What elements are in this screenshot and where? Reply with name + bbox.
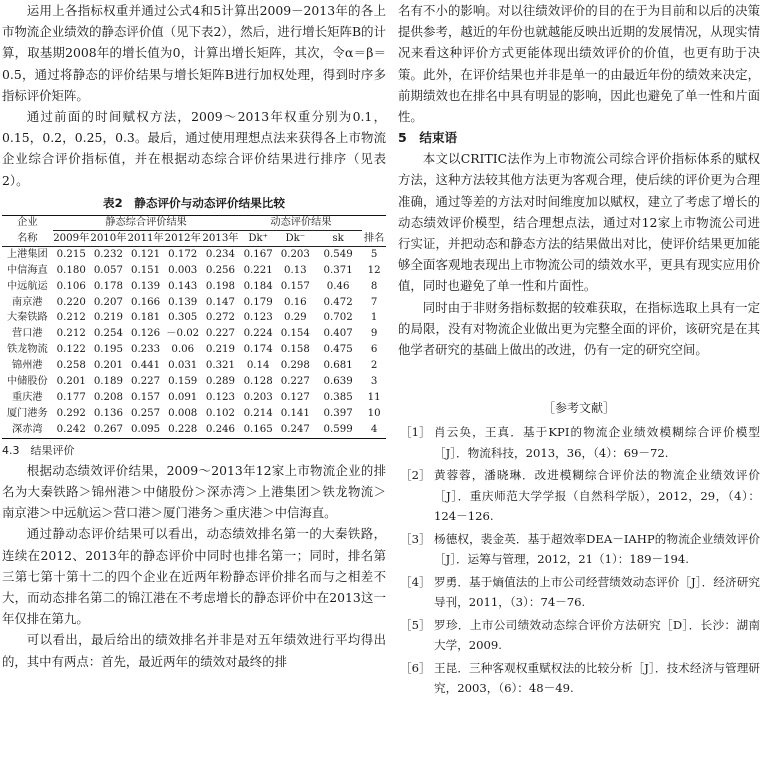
value-cell: 0.154: [280, 328, 310, 340]
value-cell: 0.106: [56, 280, 86, 292]
value-cell: 0.102: [205, 407, 236, 419]
value-cell: 0.14: [246, 360, 270, 372]
paragraph-comparison: 通过静动态评价结果可以看出，动态绩效排名第一的大秦铁路，连续在2012、2013年的静态评价中同时也排名第一；同时，排名第三第七第十第十二的四个企业在近两年粉静态评价排名而与之相差不大，而动态排名第二的锦江港在不考虑增长的静态评价中在2013这一年仅排在第九。: [2, 526, 386, 627]
header-dk-minus: Dk⁻: [277, 230, 314, 246]
value-cell: 0.126: [130, 328, 161, 340]
value-cell: 0.181: [130, 312, 161, 324]
right-column: [398, 0, 760, 701]
paragraph-limitations: 同时由于非财务指标数据的较难获取，在指标选取上具有一定的局限，没有对物流企业做出更为完整全面的评价，该研究是在其他学者研究的基础上做出的改进，仍有一定的研究空间。: [398, 299, 760, 358]
value-cell: 0.122: [56, 344, 86, 356]
table-row: [2, 390, 386, 406]
value-cell: 0.702: [323, 312, 353, 324]
value-cell: 0.172: [168, 248, 198, 260]
header-year: 2011年: [127, 230, 164, 246]
value-cell: 0.298: [280, 360, 310, 372]
company-name-cell: 铁龙物流: [6, 344, 48, 356]
rank-cell: 1: [370, 312, 378, 324]
reference-text: 王昆．三种客观权重赋权法的比较分析［J］．技术经济与管理研究，2003，（6）：48－49.: [434, 660, 760, 696]
reference-item: [398, 658, 760, 699]
value-cell: 0.165: [243, 423, 273, 435]
value-cell: 0.157: [280, 280, 310, 292]
value-cell: 0.180: [56, 264, 86, 276]
reference-item: [398, 615, 760, 656]
rank-cell: 3: [370, 376, 378, 388]
value-cell: 0.254: [93, 328, 123, 340]
header-year: 2013年: [201, 230, 239, 246]
references-heading: ［参考文献］: [542, 401, 615, 416]
reference-item: [398, 529, 760, 570]
value-cell: 0.201: [56, 376, 86, 388]
value-cell: 0.214: [243, 407, 273, 419]
value-cell: 0.189: [93, 376, 123, 388]
value-cell: 0.441: [130, 360, 161, 372]
value-cell: 0.203: [280, 248, 310, 260]
value-cell: 0.207: [93, 296, 123, 308]
value-cell: 0.639: [323, 376, 353, 388]
value-cell: 0.224: [243, 328, 273, 340]
table-row: [2, 263, 386, 279]
value-cell: 0.178: [93, 280, 123, 292]
company-name-cell: 中远航运: [6, 280, 48, 292]
rank-cell: 8: [370, 280, 378, 292]
results-table: [2, 215, 386, 439]
value-cell: 0.407: [323, 328, 353, 340]
value-cell: 0.031: [168, 360, 198, 372]
reference-text: 杨德权，裴金英．基于超效率DEA－IAHP的物流企业绩效评价［J］．运筹与管理，2012，21（1）：189－194.: [434, 531, 760, 567]
reference-text: 罗勇．基于熵值法的上市公司经营绩效动态评价［J］．经济研究导刊，2011，（3）：74－76.: [434, 574, 760, 610]
rank-cell: 10: [367, 407, 381, 419]
value-cell: 0.195: [93, 344, 123, 356]
header-rank: 排名: [362, 215, 386, 246]
value-cell: 0.151: [130, 264, 161, 276]
table-row: [2, 374, 386, 390]
reference-item: [398, 422, 760, 463]
value-cell: 0.215: [56, 248, 86, 260]
value-cell: 0.198: [205, 280, 236, 292]
value-cell: 0.143: [168, 280, 198, 292]
value-cell: 0.257: [130, 407, 161, 419]
header-static-group: 静态综合评价结果: [53, 215, 240, 230]
value-cell: 0.267: [93, 423, 123, 435]
table-row: [2, 358, 386, 374]
reference-number: ［4］: [400, 574, 431, 589]
value-cell: 0.227: [280, 376, 310, 388]
company-name-cell: 重庆港: [12, 391, 43, 403]
value-cell: 0.123: [205, 391, 236, 403]
paragraph-continued: 名有不小的影响。对以往绩效评价的目的在于为目前和以后的决策提供参考，越近的年份也就越能反映出近期的发展情况，从现实情况来看这种评价方式更能体现出绩效评价的价值，也更有助于决策。此外，在评价结果也并非是单一的由最近年份的绩效来决定，前期绩效也在排名中具有明显的影响，因此也避免了单一性和片面性。: [398, 3, 760, 125]
reference-text: 黄蓉蓉，潘晓琳．改进模糊综合评价法的物流企业绩效评价［J］．重庆师范大学学报（自然科学版），2012，29，（4）：124－126.: [434, 468, 760, 524]
reference-text: 罗珍．上市公司绩效动态综合评价方法研究［D］．长沙：湖南大学，2009.: [434, 617, 760, 653]
paragraph-method: 运用上各指标权重并通过公式4和5计算出2009－2013年的各上市物流企业绩效的静态评价值（见下表2），然后，进行增长矩阵B的计算，取基期2008年的增长值为0，计算出增长矩阵，其次，令α＝β＝0.5，通过将静态的评价结果与增长矩阵B进行加权处理，得到时序多指标评价矩阵。: [2, 3, 386, 103]
value-cell: 0.136: [93, 407, 123, 419]
reference-number: ［6］: [400, 660, 431, 675]
value-cell: 0.157: [130, 391, 161, 403]
value-cell: 0.371: [323, 264, 353, 276]
table-row: [2, 246, 386, 262]
value-cell: 0.227: [130, 376, 161, 388]
company-name-cell: 大秦铁路: [6, 312, 48, 324]
table-row: [2, 342, 386, 358]
value-cell: 0.549: [323, 248, 353, 260]
value-cell: 0.475: [323, 344, 353, 356]
references-list: [398, 422, 760, 699]
value-cell: 0.212: [56, 328, 86, 340]
value-cell: 0.228: [168, 423, 198, 435]
table-body: [2, 246, 386, 438]
paragraph-time-weights: 通过前面的时间赋权方法，2009～2013年权重分别为0.1，0.15，0.2，0.25，0.3。最后，通过使用理想点法来获得各上市物流企业综合评价指标值，并在根据动态综合评价结果进行排序（见表2）。: [2, 109, 386, 188]
value-cell: 0.184: [243, 280, 273, 292]
reference-item: [398, 572, 760, 613]
value-cell: 0.141: [280, 407, 310, 419]
value-cell: 0.46: [326, 280, 350, 292]
company-name-cell: 厦门港务: [6, 407, 48, 419]
value-cell: 0.212: [56, 312, 86, 324]
company-name-cell: 上港集团: [6, 248, 48, 260]
table-caption: 表2 静态评价与动态评价结果比较: [103, 195, 285, 210]
value-cell: 0.246: [205, 423, 236, 435]
rank-cell: 7: [370, 296, 378, 308]
value-cell: 0.289: [205, 376, 236, 388]
value-cell: 0.167: [243, 248, 273, 260]
value-cell: 0.13: [283, 264, 307, 276]
value-cell: 0.305: [168, 312, 198, 324]
rank-cell: 12: [367, 264, 381, 276]
reference-text: 肖云奂，王真．基于KPI的物流企业绩效模糊综合评价模型［J］．物流科技，2013，36，（4）：69－72.: [434, 425, 760, 460]
reference-number: ［5］: [400, 617, 431, 632]
value-cell: 0.234: [205, 248, 236, 260]
header-company-name: 名称: [2, 230, 53, 246]
section-heading: 5 结束语: [398, 130, 458, 146]
value-cell: 0.292: [56, 407, 86, 419]
value-cell: 0.147: [205, 296, 236, 308]
company-name-cell: 南京港: [12, 296, 43, 308]
header-year: 2009年: [53, 230, 90, 246]
value-cell: 0.158: [280, 344, 310, 356]
value-cell: 0.123: [243, 312, 273, 324]
company-name-cell: 锦州港: [12, 360, 43, 372]
rank-cell: 2: [370, 360, 378, 372]
value-cell: 0.220: [56, 296, 86, 308]
value-cell: 0.159: [168, 376, 198, 388]
value-cell: 0.201: [93, 360, 123, 372]
value-cell: 0.472: [323, 296, 353, 308]
value-cell: 0.06: [171, 344, 195, 356]
value-cell: 0.179: [243, 296, 273, 308]
table-row: [2, 406, 386, 422]
reference-number: ［1］: [400, 425, 431, 440]
value-cell: 0.29: [283, 312, 307, 324]
value-cell: 0.221: [243, 264, 273, 276]
value-cell: 0.233: [130, 344, 161, 356]
header-sk: sk: [314, 230, 362, 246]
value-cell: 0.121: [130, 248, 161, 260]
value-cell: 0.139: [130, 280, 161, 292]
value-cell: 0.272: [205, 312, 236, 324]
value-cell: 0.128: [243, 376, 273, 388]
table-row: [2, 279, 386, 295]
reference-item: [398, 465, 760, 527]
company-name-cell: 中信海直: [6, 264, 48, 276]
value-cell: 0.227: [205, 328, 236, 340]
value-cell: 0.599: [323, 423, 353, 435]
value-cell: 0.166: [130, 296, 161, 308]
rank-cell: 9: [370, 328, 378, 340]
paragraph-conclusion: 本文以CRITIC法作为上市物流公司综合评价指标体系的赋权方法，这种方法较其他方法更为客观合理，使后续的评价更为合理准确，通过等差的方法对时间维度加以赋权，建立了考虑了增长的动态绩效评价模型，结合理想点法，通过对12家上市物流公司进行实证，并把动态和静态方法的结果做出对比，使评价结果更加能够全面客观地表现出上市物流公司的绩效水平，更具有现实应用价值，同时也避免了单一性和片面性。: [398, 151, 760, 294]
table-row: [2, 326, 386, 342]
value-cell: 0.095: [130, 423, 161, 435]
paragraph-ranking: 根据动态绩效评价结果，2009～2013年12家上市物流企业的排名为大秦铁路＞锦州港＞中储股份＞深赤湾＞上港集团＞铁龙物流＞南京港＞中远航运＞营口港＞厦门港务＞重庆港＞中信海直。: [2, 462, 386, 521]
value-cell: 0.208: [93, 391, 123, 403]
reference-number: ［2］: [400, 468, 431, 483]
company-name-cell: 中储股份: [6, 376, 48, 388]
value-cell: 0.256: [205, 264, 236, 276]
value-cell: 0.681: [323, 360, 353, 372]
value-cell: 0.139: [168, 296, 198, 308]
table-row: [2, 310, 386, 326]
value-cell: 0.174: [243, 344, 273, 356]
paragraph-observation: 可以看出，最后给出的绩效排名并非是对五年绩效进行平均得出的，其中有两点：首先，最近两年的绩效对最终的排: [2, 632, 386, 669]
table-row: [2, 422, 386, 438]
value-cell: 0.203: [243, 391, 273, 403]
value-cell: 0.219: [205, 344, 236, 356]
value-cell: 0.127: [280, 391, 310, 403]
value-cell: 0.258: [56, 360, 86, 372]
header-dynamic-group: 动态评价结果: [240, 215, 363, 230]
table-row: [2, 295, 386, 311]
header-year: 2010年: [90, 230, 127, 246]
value-cell: 0.091: [168, 391, 198, 403]
value-cell: 0.247: [280, 423, 310, 435]
reference-number: ［3］: [400, 531, 431, 546]
rank-cell: 5: [370, 248, 378, 260]
company-name-cell: 深赤湾: [12, 423, 43, 435]
value-cell: 0.16: [283, 296, 307, 308]
value-cell: 0.385: [323, 391, 353, 403]
header-year: 2012年: [164, 230, 201, 246]
value-cell: 0.057: [93, 264, 123, 276]
rank-cell: 6: [370, 344, 378, 356]
value-cell: 0.397: [323, 407, 353, 419]
rank-cell: 4: [370, 423, 378, 435]
value-cell: 0.008: [168, 407, 198, 419]
rank-cell: 11: [367, 391, 381, 403]
header-dk-plus: Dk⁺: [240, 230, 277, 246]
value-cell: 0.242: [56, 423, 86, 435]
header-company: 企业: [17, 217, 38, 229]
company-name-cell: 营口港: [12, 328, 43, 340]
value-cell: －0.02: [166, 328, 200, 340]
value-cell: 0.321: [205, 360, 236, 372]
value-cell: 0.219: [93, 312, 123, 324]
value-cell: 0.003: [168, 264, 198, 276]
value-cell: 0.177: [56, 391, 86, 403]
subsection-heading: 4.3 结果评价: [2, 443, 75, 457]
left-column: [2, 0, 386, 672]
value-cell: 0.232: [93, 248, 123, 260]
